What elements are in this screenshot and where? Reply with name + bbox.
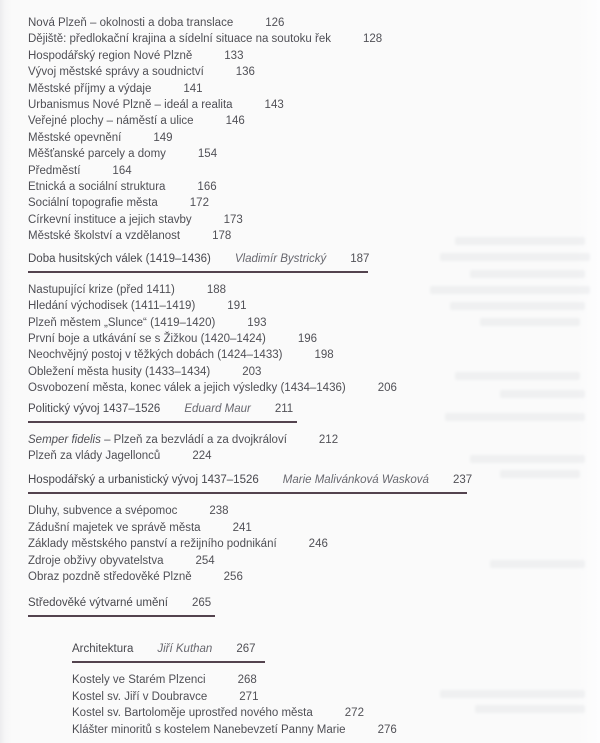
toc-section-4 [28,595,600,617]
entry-title: – Plzeň za bezvládí a za dvojkráloví [100,433,287,446]
entry-page-number: 193 [247,316,267,329]
entry-title: Zdroje obživy obyvatelstva [28,554,164,567]
heading-rule [28,421,297,423]
entry-title-italic: Semper fidelis [28,433,101,446]
entry-title: Kostel sv. Jiří v Doubravce [72,690,208,703]
section-heading [28,251,600,268]
entry-title: Městské příjmy a výdaje [28,82,152,95]
entry-title: Etnická a sociální struktura [28,181,166,194]
entry-title: Nastupující krize (před 1411) [28,283,175,296]
entry-page-number: 256 [223,570,243,583]
entry-page-number: 149 [153,131,173,144]
toc-entry [28,331,600,347]
toc-entry [28,81,600,97]
toc-entry [28,97,600,113]
toc-entry [28,163,600,179]
entry-title: Dluhy, subvence a svépomoc [28,505,178,518]
heading-rule [28,492,467,494]
heading-page-number: 211 [274,402,294,415]
toc-entry [72,722,600,738]
entry-page-number: 154 [197,148,218,161]
entry-page-number: 178 [212,230,232,243]
entry-page-number: 212 [318,433,339,446]
entry-title: Kostely ve Starém Plzenci [72,674,206,687]
toc-section-2 [28,401,600,465]
entry-page-number: 188 [206,283,226,296]
toc-entry [28,315,600,331]
heading-author: Marie Malivánková Wasková [282,474,429,487]
toc-entry [28,347,600,363]
entry-title: Obraz pozdně středověké Plzně [28,570,192,583]
heading-author: Jiří Kuthan [157,643,213,656]
toc-entry [28,298,600,314]
toc-entry [72,672,600,688]
entry-page-number: 276 [377,723,397,736]
entry-page-number: 166 [197,181,217,194]
entry-title: Plzeň za vlády Jagellonců [28,449,161,462]
entry-page-number: 126 [265,17,285,29]
toc-entry [28,212,600,228]
entry-title: První boje a utkávání se s Žižkou (1420–1424) [28,332,266,345]
entry-title: Hospodářský region Nové Plzně [28,49,193,62]
heading-title: Doba husitských válek (1419–1436) [28,252,211,265]
entry-title: Kostel sv. Bartoloměje uprostřed nového města [72,707,313,720]
toc-entry [28,113,600,129]
entry-page-number: 271 [239,690,259,703]
heading-author: Vladimír Bystrický [234,252,327,265]
entry-page-number: 198 [314,349,334,362]
entry-page-number: 203 [242,365,262,378]
toc-entry [28,195,600,211]
section-heading [28,595,600,612]
toc-entry [28,536,600,552]
entry-page-number: 172 [189,197,209,210]
toc-entry [28,448,600,464]
heading-title: Hospodářský a urbanistický vývoj 1437–1526 [28,474,259,487]
toc-entry [28,146,600,162]
entry-title: Předměstí [28,164,81,177]
entry-title: Měšťanské parcely a domy [28,148,166,161]
toc-entry [28,64,600,80]
entry-page-number: 196 [297,332,317,345]
entry-title: Sociální topografie města [28,197,158,210]
toc-entry [28,380,600,396]
entry-page-number: 224 [192,449,212,462]
entry-page-number: 164 [112,164,132,177]
entry-title: Základy městského panství a režijního podnikání [28,538,277,551]
entry-title: Obležení města husity (1433–1434) [28,365,211,378]
entry-title: Plzeň městem „Slunce“ (1419–1420) [28,316,216,329]
entry-page-number: 246 [308,538,328,551]
toc-entry [28,31,600,47]
heading-page-number: 237 [452,474,473,487]
section-heading [28,401,600,418]
toc-section-1 [28,251,600,397]
entry-page-number: 146 [225,115,245,128]
entry-page-number: 136 [235,66,255,79]
toc-section-0 [28,15,600,245]
toc-section-5 [72,641,600,738]
toc-entry [28,130,600,146]
entry-page-number: 143 [264,99,284,112]
entry-title: Urbanismus Nové Plzně – ideál a realita [28,99,233,112]
toc-entry [28,179,600,195]
toc-entry [28,48,600,64]
heading-title: Středověké výtvarné umění [28,597,168,610]
entry-page-number: 133 [224,49,244,62]
entry-title: Zádušní majetek ve správě města [28,521,201,534]
section-heading [72,641,600,658]
heading-page-number: 267 [236,643,256,656]
entry-page-number: 254 [195,554,215,567]
toc-entry [72,689,600,705]
toc-entry [28,503,600,519]
heading-page-number: 187 [350,252,370,265]
entry-title: Klášter minoritů s kostelem Nanebevzetí Panny Marie [72,723,346,736]
heading-page-number: 265 [192,597,212,610]
heading-rule [28,271,368,273]
entry-page-number: 206 [377,382,397,395]
heading-title: Architektura [72,643,134,656]
heading-author: Eduard Maur [184,402,251,415]
entry-title: Hledání východisek (1411–1419) [28,300,196,313]
toc-entry [72,705,600,721]
toc-entry [28,520,600,536]
entry-page-number: 128 [363,33,383,46]
entry-title: Dějiště: předlokační krajina a sídelní situace na soutoku řek [28,33,331,46]
entry-title: Nová Plzeň – okolnosti a doba translace [28,17,234,29]
entry-title: Vývoj městské správy a soudnictví [28,66,204,79]
section-heading [28,472,600,489]
toc-entry [28,282,600,298]
entry-title: Městské opevnění [28,131,122,144]
entry-page-number: 268 [237,674,257,687]
toc-entry [28,15,600,31]
toc-section-3 [28,472,600,585]
entry-page-number: 141 [183,82,203,95]
toc-entry [28,364,600,380]
entry-page-number: 191 [227,300,247,313]
heading-rule [72,661,265,663]
entry-title: Městské školství a vzdělanost [28,230,181,243]
entry-page-number: 272 [344,707,364,720]
entry-title: Veřejné plochy – náměstí a ulice [28,115,194,128]
entry-title: Církevní instituce a jejich stavby [28,213,192,226]
entry-title: Neochvějný postoj v těžkých dobách (1424–1433) [28,349,283,362]
heading-rule [28,615,215,617]
entry-page-number: 238 [209,505,229,518]
toc-entry [28,569,600,585]
heading-title: Politický vývoj 1437–1526 [28,402,161,415]
toc-entry [28,228,600,244]
entry-page-number: 173 [223,213,243,226]
entry-title: Osvobození města, konec válek a jejich výsledky (1434–1436) [28,382,346,395]
toc-entry [28,553,600,569]
entry-page-number: 241 [232,521,252,534]
toc-entry [28,432,600,448]
